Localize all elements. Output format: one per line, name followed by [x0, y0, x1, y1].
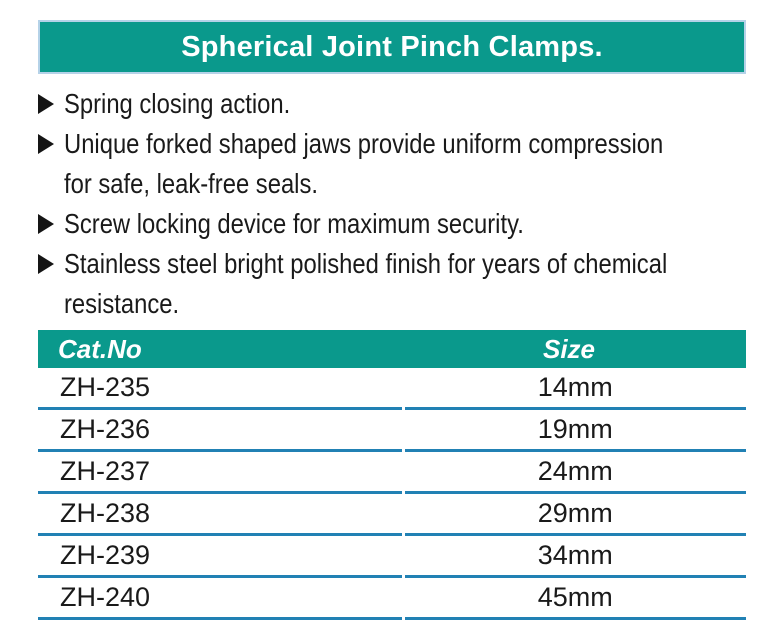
feature-text: for safe, leak-free seals.	[64, 168, 318, 199]
bullet-triangle-icon	[38, 94, 54, 114]
table-row	[38, 494, 746, 536]
table-row	[38, 452, 746, 494]
table-row	[38, 368, 746, 410]
feature-text: Screw locking device for maximum security.	[64, 208, 524, 239]
cell-catno: ZH-236	[38, 410, 402, 452]
feature-item	[38, 244, 746, 324]
feature-text-block	[64, 124, 663, 204]
feature-text-block	[64, 84, 290, 124]
feature-text: Spring closing action.	[64, 88, 291, 119]
cell-catno: ZH-239	[38, 536, 402, 578]
table-header-row	[38, 330, 746, 368]
table-row	[38, 410, 746, 452]
feature-item	[38, 204, 746, 244]
feature-text-block	[64, 204, 524, 244]
table-row	[38, 536, 746, 578]
feature-text: Unique forked shaped jaws provide uniform compression	[64, 128, 664, 159]
bullet-triangle-icon	[38, 254, 54, 274]
cell-size: 24mm	[405, 452, 747, 494]
col-header-catno: Cat.No	[58, 333, 142, 364]
bullet-triangle-icon	[38, 134, 54, 154]
cell-size: 34mm	[405, 536, 747, 578]
cell-size: 19mm	[405, 410, 747, 452]
feature-text: Stainless steel bright polished finish for years of chemical	[64, 248, 668, 279]
spec-table	[38, 330, 746, 620]
cell-catno: ZH-237	[38, 452, 402, 494]
feature-list	[38, 84, 746, 324]
page-title: Spherical Joint Pinch Clamps.	[181, 30, 603, 63]
feature-text-block	[64, 244, 667, 324]
col-header-size: Size	[542, 333, 596, 364]
feature-item	[38, 84, 746, 124]
bullet-triangle-icon	[38, 214, 54, 234]
cell-size: 45mm	[405, 578, 747, 620]
feature-item	[38, 124, 746, 204]
cell-catno: ZH-235	[38, 368, 402, 410]
table-row	[38, 578, 746, 620]
cell-catno: ZH-238	[38, 494, 402, 536]
cell-size: 29mm	[405, 494, 747, 536]
section-title-banner	[38, 20, 746, 74]
cell-catno: ZH-240	[38, 578, 402, 620]
cell-size: 14mm	[405, 368, 747, 410]
feature-text: resistance.	[64, 288, 180, 319]
